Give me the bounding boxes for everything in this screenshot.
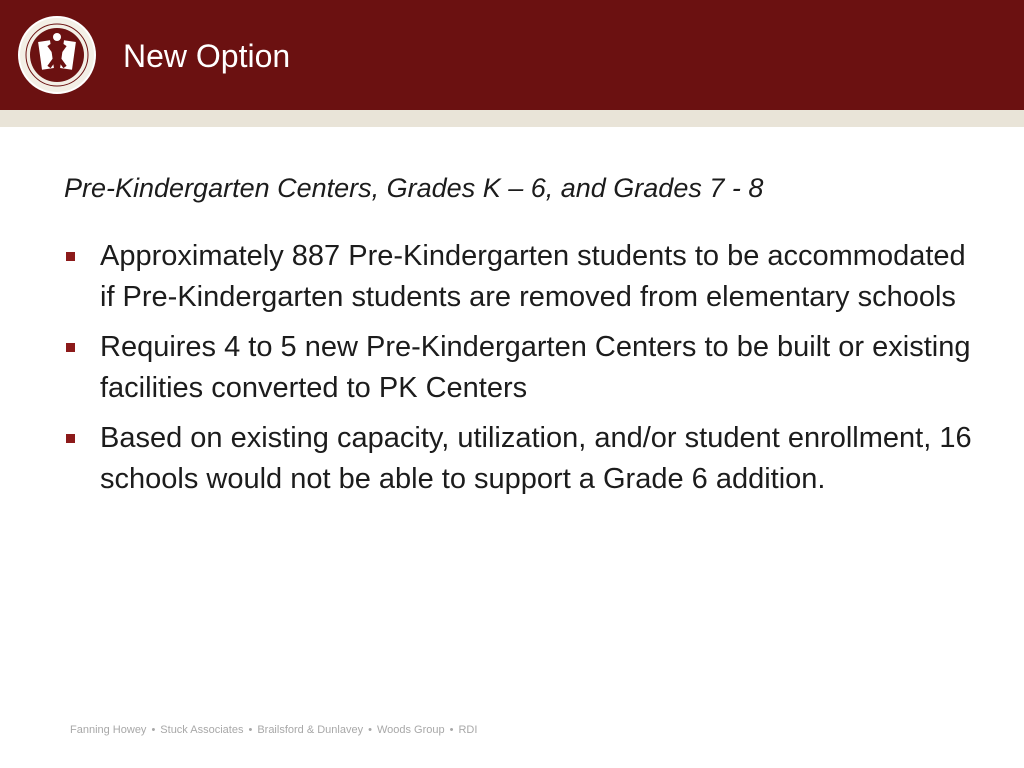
- footer-firm: Woods Group: [376, 724, 445, 736]
- square-bullet-icon: [66, 252, 75, 261]
- header-bar: [0, 0, 1024, 110]
- footer-separator: •: [151, 724, 156, 736]
- square-bullet-icon: [66, 343, 75, 352]
- footer-separator: •: [248, 724, 253, 736]
- footer-credits: [70, 724, 477, 736]
- slide-subtitle: Pre-Kindergarten Centers, Grades K – 6, and Grades 7 - 8: [64, 173, 764, 203]
- footer-firm: Stuck Associates: [160, 724, 244, 736]
- bullet-item: [64, 418, 974, 500]
- school-district-seal-icon: [16, 15, 98, 95]
- footer-separator: •: [368, 724, 372, 736]
- bullet-list: [64, 236, 974, 509]
- footer-firm: RDI: [458, 724, 478, 736]
- bullet-text: Requires 4 to 5 new Pre-Kindergarten Centers to be built or existing facilities converted to PK Centers: [100, 331, 971, 404]
- footer-separator: •: [449, 724, 454, 736]
- bullet-item: [64, 236, 974, 318]
- bullet-text: Approximately 887 Pre-Kindergarten students to be accommodated if Pre-Kindergarten students are removed from elementary schools: [100, 240, 966, 313]
- footer-firm: Brailsford & Dunlavey: [257, 724, 364, 736]
- bullet-item: [64, 327, 974, 409]
- slide-title: New Option: [123, 38, 291, 74]
- square-bullet-icon: [66, 434, 75, 443]
- bullet-text: Based on existing capacity, utilization, and/or student enrollment, 16 schools would not be able to support a Grade 6 addition.: [100, 422, 972, 495]
- header-divider-strip: [0, 110, 1024, 127]
- footer-firm: Fanning Howey: [70, 724, 147, 736]
